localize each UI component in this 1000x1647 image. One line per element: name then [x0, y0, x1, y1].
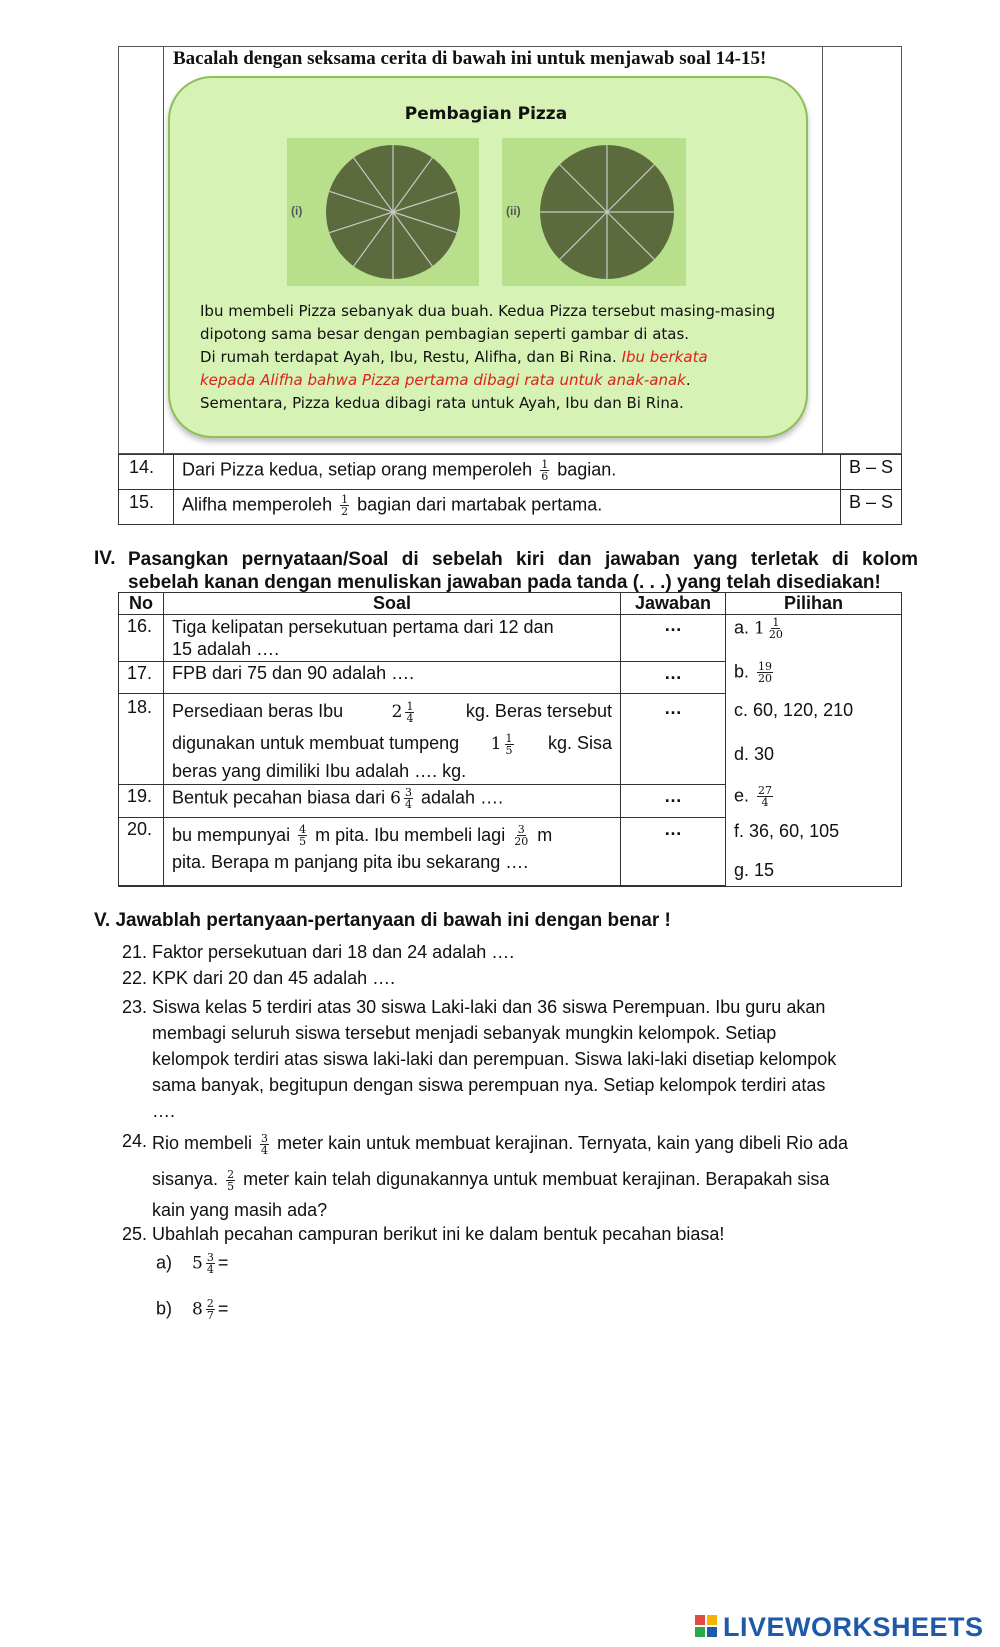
question-19 [164, 784, 621, 817]
fraction: $\frac{3}{4}$ [206, 1251, 214, 1276]
question-text: m [537, 824, 553, 845]
pizza-image-2 [502, 138, 686, 286]
equals-sign: = [217, 1252, 229, 1273]
col-no: No [119, 593, 164, 615]
fraction: $\frac{3}{4}$ [261, 1131, 269, 1157]
table-row [119, 615, 902, 662]
question-text: KPK dari 20 dan 45 adalah …. [152, 968, 396, 988]
question-number: 25. [122, 1224, 148, 1244]
option-label: c. [734, 700, 749, 720]
col-soal: Soal [164, 593, 621, 615]
section-iv-roman: IV. [94, 548, 116, 569]
question-text: meter kain untuk membuat kerajinan. Ternyata, kain yang dibeli Rio ada [277, 1133, 849, 1153]
pizza-label-2: (ii) [506, 204, 521, 218]
question-text: kelompok terdiri atas siswa laki-laki dan perempuan. Siswa laki-laki disetiap kelompok [152, 1049, 837, 1069]
fraction: $\frac{1}{20}$ [768, 616, 783, 641]
row-num: 16. [119, 615, 164, 662]
mixed-whole: 8 [192, 1299, 203, 1320]
story-line-4b: . [685, 371, 691, 389]
question-text: kg. Sisa [547, 733, 612, 754]
tf-question-text: bagian. [557, 459, 617, 480]
question-text-block [152, 1125, 922, 1223]
option-whole: 1 [754, 618, 765, 639]
section-iv-instruction [128, 548, 918, 594]
question-18-line-1 [172, 696, 612, 728]
question-24 [122, 1125, 922, 1223]
tf-num: 14. [119, 455, 174, 490]
story-line-5: Sementara, Pizza kedua dibagi rata untuk Ayah, Ibu dan Bi Rina. [200, 394, 684, 412]
question-text: membagi seluruh siswa tersebut menjadi sebanyak mungkin kelompok. Setiap [152, 1023, 777, 1043]
question-text: Ubahlah pecahan campuran berikut ini ke dalam bentuk pecahan biasa! [152, 1224, 725, 1244]
question-text: meter kain telah digunakannya untuk membuat kerajinan. Berapakah sisa [243, 1169, 830, 1189]
story-line-3 [200, 346, 790, 369]
question-text: Bentuk pecahan biasa dari [172, 786, 386, 807]
question-text: pita. Berapa m panjang pita ibu sekarang …. [172, 851, 529, 872]
question-25b [156, 1298, 228, 1321]
option-text: 30 [754, 744, 775, 764]
answer-slot-18[interactable]: … [621, 694, 726, 785]
option-text: 15 [754, 860, 775, 880]
tf-answer[interactable]: B – S [841, 490, 902, 525]
option-label: b. [734, 661, 750, 682]
question-text: adalah …. [421, 786, 504, 807]
tf-table [118, 454, 902, 525]
row-num: 18. [119, 694, 164, 785]
story-line-3b: Ibu berkata [621, 348, 708, 366]
mixed-number: 6 $\frac{3}{4}$ [390, 785, 412, 811]
fraction: $\frac{4}{5}$ [299, 823, 307, 849]
mixed-number: 2 $\frac{1}{4}$ [391, 699, 414, 725]
story-line-1: Ibu membeli Pizza sebanyak dua buah. Kedua Pizza tersebut masing-masing [200, 302, 776, 320]
story-box-title: Pembagian Pizza [404, 104, 568, 124]
fraction: $\frac{2}{7}$ [206, 1297, 214, 1322]
pizza-2-svg [502, 138, 686, 286]
question-text-block [152, 994, 922, 1124]
question-text: Tiga kelipatan persekutuan pertama dari 12 dan [172, 617, 554, 637]
question-21 [122, 942, 922, 966]
liveworksheets-logo-icon [694, 1614, 720, 1640]
question-22 [122, 968, 922, 992]
answer-slot-20[interactable]: … [621, 817, 726, 885]
question-text: beras yang dimiliki Ibu adalah …. kg. [172, 760, 467, 781]
option-text: 60, 120, 210 [753, 700, 854, 720]
question-number: 22. [122, 968, 148, 988]
option-c[interactable] [734, 700, 853, 721]
question-number: 24. [122, 1131, 148, 1151]
story-text [200, 300, 790, 415]
question-text: sama banyak, begitupun dengan siswa perempuan nya. Setiap kelompok terdiri atas [152, 1075, 826, 1095]
pizza-label-1: (i) [291, 204, 303, 218]
table-row [119, 455, 902, 490]
answer-slot-16[interactable]: … [621, 615, 726, 662]
fraction: $\frac{1}{6}$ [541, 458, 549, 483]
tf-answer[interactable]: B – S [841, 455, 902, 490]
question-17: FPB dari 75 dan 90 adalah …. [164, 662, 621, 694]
matching-table [118, 592, 902, 887]
question-number: 23. [122, 997, 148, 1017]
option-label: f. [734, 821, 745, 841]
tf-question-text: Dari Pizza kedua, setiap orang memperoleh [182, 459, 533, 480]
row-num: 20. [119, 817, 164, 885]
option-label: e. [734, 785, 750, 806]
tf-question [174, 455, 841, 490]
question-25a [156, 1252, 228, 1275]
equals-sign: = [217, 1298, 229, 1319]
option-g[interactable] [734, 860, 774, 881]
fraction: $\frac{27}{4}$ [758, 784, 773, 809]
question-20 [164, 817, 621, 885]
option-label: a. [734, 617, 750, 638]
question-text: …. [152, 1101, 176, 1121]
story-line-3a: Di rumah terdapat Ayah, Ibu, Restu, Alifha, dan Bi Rina. [200, 348, 617, 366]
section-iv-line-1: Pasangkan pernyataan/Soal di sebelah kiri dan jawaban yang terletak di kolom [128, 549, 918, 570]
row-num: 17. [119, 662, 164, 694]
question-text: kain yang masih ada? [152, 1200, 328, 1220]
question-number: 21. [122, 942, 148, 962]
fraction: $\frac{3}{20}$ [514, 823, 529, 849]
option-f[interactable] [734, 821, 839, 842]
answer-slot-17[interactable]: … [621, 662, 726, 694]
option-a[interactable] [734, 617, 787, 640]
question-25 [122, 1224, 922, 1248]
mixed-number: 1 $\frac{1}{5}$ [490, 731, 513, 757]
tf-question-text: Alifha memperoleh [182, 494, 333, 515]
question-18 [164, 694, 621, 785]
question-text: Persediaan beras Ibu [172, 701, 344, 722]
question-text: kg. Beras tersebut [465, 701, 612, 722]
table-header-row [119, 593, 902, 615]
tf-question-text: bagian dari martabak pertama. [357, 494, 603, 515]
story-line-4 [200, 369, 790, 392]
option-e[interactable] [734, 785, 776, 808]
liveworksheets-logo [694, 1612, 984, 1642]
question-text: Siswa kelas 5 terdiri atas 30 siswa Laki-laki dan 36 siswa Perempuan. Ibu guru akan [152, 997, 826, 1017]
option-d[interactable] [734, 744, 774, 765]
item-label: b) [156, 1298, 173, 1319]
pizza-1-svg [287, 138, 479, 286]
question-20-line-1 [172, 820, 612, 850]
question-text: digunakan untuk membuat tumpeng [172, 733, 460, 754]
question-text: Rio membeli [152, 1133, 253, 1153]
question-text: Faktor persekutuan dari 18 dan 24 adalah …. [152, 942, 515, 962]
question-16 [164, 615, 621, 662]
story-line-2: dipotong sama besar dengan pembagian seperti gambar di atas. [200, 325, 690, 343]
col-jawaban: Jawaban [621, 593, 726, 615]
item-label: a) [156, 1252, 173, 1273]
answer-slot-19[interactable]: … [621, 784, 726, 817]
story-instruction: Bacalah dengan seksama cerita di bawah ini untuk menjawab soal 14-15! [173, 48, 767, 69]
question-text: sisanya. [152, 1169, 219, 1189]
option-text: 36, 60, 105 [749, 821, 840, 841]
fraction: $\frac{1}{2}$ [341, 493, 349, 518]
question-24-line-1 [152, 1125, 922, 1161]
question-text: 15 adalah …. [172, 639, 280, 659]
tf-question [174, 490, 841, 525]
table-row [119, 490, 902, 525]
option-b[interactable] [734, 661, 776, 684]
option-label: d. [734, 744, 750, 764]
pizza-image-1 [287, 138, 479, 286]
option-label: g. [734, 860, 750, 880]
story-line-4a: kepada Alifha bahwa Pizza pertama dibagi rata untuk anak-anak [200, 371, 686, 389]
section-iv-line-2: sebelah kanan dengan menuliskan jawaban pada tanda (. . .) yang telah disediakan! [128, 572, 881, 593]
question-18-line-2 [172, 728, 612, 760]
mixed-whole: 5 [192, 1253, 203, 1274]
col-pilihan: Pilihan [726, 593, 902, 615]
options-cell [726, 615, 902, 887]
question-23 [122, 994, 922, 1124]
question-text: m pita. Ibu membeli lagi [315, 824, 506, 845]
question-text: bu mempunyai [172, 824, 291, 845]
fraction: $\frac{19}{20}$ [758, 660, 773, 685]
fraction: $\frac{2}{5}$ [227, 1167, 235, 1193]
section-v-heading: V. Jawablah pertanyaan-pertanyaan di bawah ini dengan benar ! [94, 910, 671, 931]
row-num: 19. [119, 784, 164, 817]
question-24-line-2 [152, 1161, 922, 1197]
liveworksheets-logo-text: LIVEWORKSHEETS [723, 1611, 984, 1642]
tf-num: 15. [119, 490, 174, 525]
